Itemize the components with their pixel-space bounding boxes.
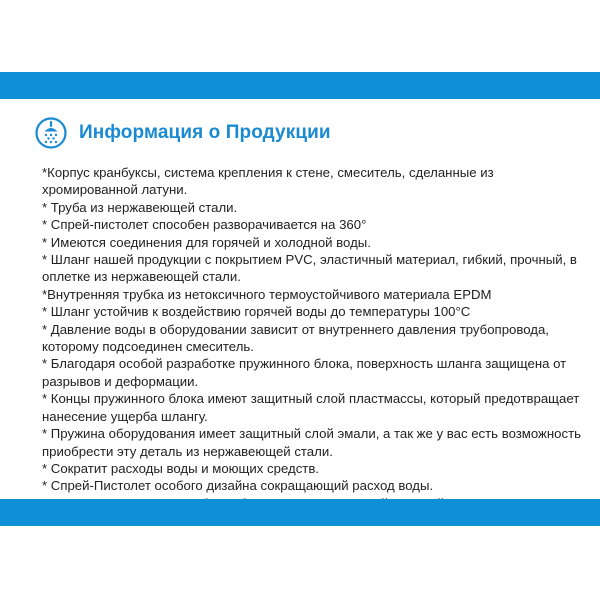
list-item: * Спрей-пистолет способен разворачивается на 360° — [42, 217, 367, 233]
bottom-color-band — [0, 499, 600, 526]
shower-head-icon — [35, 117, 67, 149]
list-item: * Сократит расходы воды и моющих средств. — [42, 460, 320, 476]
top-color-band — [0, 72, 600, 99]
list-item: * Благодаря особой разработке пружинного блока, поверхность шланга защищена от разрывов и деформации. — [42, 356, 567, 389]
list-item: * Шланг нашей продукции с покрытием PVC, эластичный материал, гибкий, прочный, в оплетке из нержавеющей стали. — [42, 252, 577, 285]
list-item: * Имеются соединения для горячей и холодной воды. — [42, 234, 371, 250]
list-item: * Шланг устойчив к воздействию горячей воды до температуры 100°C — [42, 304, 471, 320]
list-item: * Давление воды в оборудовании зависит от внутреннего давления трубопровода, которому подсоединен смеситель. — [42, 321, 549, 355]
list-item: *Внутренняя трубка из нетоксичного термоустойчивого материала EPDM — [42, 286, 492, 302]
list-item: * Концы пружинного блока имеют защитный слой пластмассы, который предотвращает нанесение ущерба шлангу. — [42, 391, 580, 424]
section-header — [35, 116, 331, 150]
section-title: Информация о Продукции — [79, 122, 331, 143]
product-info-list — [42, 164, 587, 512]
list-item: * Пружина оборудования имеет защитный слой эмали, а так же у вас есть возможность приобрести эту деталь из нержавеющей стали. — [42, 426, 581, 459]
list-item: *Корпус кранбуксы, система крепления к стене, смеситель, сделанные из хромированной латуни. — [42, 165, 494, 198]
list-item: * Труба из нержавеющей стали. — [42, 199, 238, 215]
list-item: * Спрей-Пистолет особого дизайна сокращающий расход воды. — [42, 478, 434, 494]
